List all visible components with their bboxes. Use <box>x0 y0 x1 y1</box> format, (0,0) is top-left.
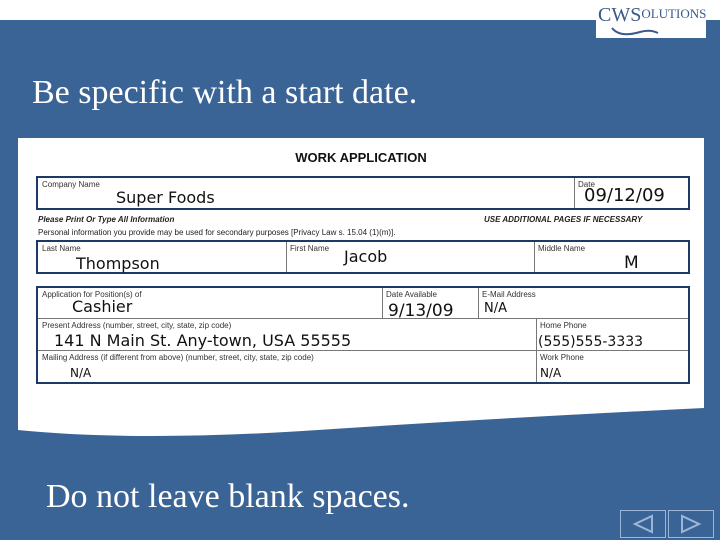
work-application-form <box>18 138 704 438</box>
email-label: E-Mail Address <box>482 290 536 299</box>
mailing-address-value: N/A <box>70 366 92 380</box>
divider <box>478 288 479 318</box>
company-name-value: Super Foods <box>116 188 215 207</box>
position-value: Cashier <box>72 297 133 316</box>
company-logo <box>596 2 706 38</box>
slide-footer: Do not leave blank spaces. <box>46 478 410 515</box>
logo-s: S <box>630 4 642 26</box>
company-row <box>36 176 690 210</box>
last-name-label: Last Name <box>42 244 81 253</box>
logo-swoosh-icon <box>610 24 660 38</box>
present-address-value: 141 N Main St. Any-town, USA 55555 <box>54 331 352 350</box>
home-phone-value: (555)555-3333 <box>538 334 644 350</box>
middle-name-value: M <box>624 253 639 273</box>
divider <box>286 242 287 272</box>
previous-slide-button[interactable] <box>620 510 666 538</box>
divider <box>574 178 575 208</box>
form-wave-edge <box>18 408 704 440</box>
privacy-note: Personal information you provide may be used for secondary purposes [Privacy Law s. 15.04 (1)(m)]. <box>38 228 396 237</box>
middle-name-label: Middle Name <box>538 244 586 253</box>
position-label: Application for Position(s) of <box>42 290 142 299</box>
position-address-block <box>36 286 690 384</box>
logo-cw: CW <box>598 4 631 26</box>
divider <box>534 242 535 272</box>
present-address-label: Present Address (number, street, city, state, zip code) <box>42 321 232 330</box>
work-phone-label: Work Phone <box>540 353 584 362</box>
last-name-value: Thompson <box>76 254 160 273</box>
date-label: Date <box>578 180 595 189</box>
date-value: 09/12/09 <box>584 185 665 206</box>
divider <box>38 318 688 319</box>
logo-rest: OLUTIONS <box>641 6 707 21</box>
divider <box>38 350 688 351</box>
form-title: WORK APPLICATION <box>295 150 427 165</box>
triangle-left-icon <box>632 514 654 534</box>
date-available-value: 9/13/09 <box>388 301 454 321</box>
company-name-label: Company Name <box>42 180 100 189</box>
name-row <box>36 240 690 274</box>
first-name-label: First Name <box>290 244 330 253</box>
divider <box>382 288 383 318</box>
print-note: Please Print Or Type All Information <box>38 215 175 224</box>
first-name-value: Jacob <box>344 247 388 266</box>
mailing-address-label: Mailing Address (if different from above) (number, street, city, state, zip code) <box>42 353 314 362</box>
additional-pages-note: USE ADDITIONAL PAGES IF NECESSARY <box>484 215 643 224</box>
date-available-label: Date Available <box>386 290 437 299</box>
next-slide-button[interactable] <box>668 510 714 538</box>
triangle-right-icon <box>680 514 702 534</box>
work-phone-value: N/A <box>540 366 562 380</box>
divider <box>536 318 537 382</box>
home-phone-label: Home Phone <box>540 321 587 330</box>
email-value: N/A <box>484 301 507 316</box>
slide-heading: Be specific with a start date. <box>32 74 418 111</box>
